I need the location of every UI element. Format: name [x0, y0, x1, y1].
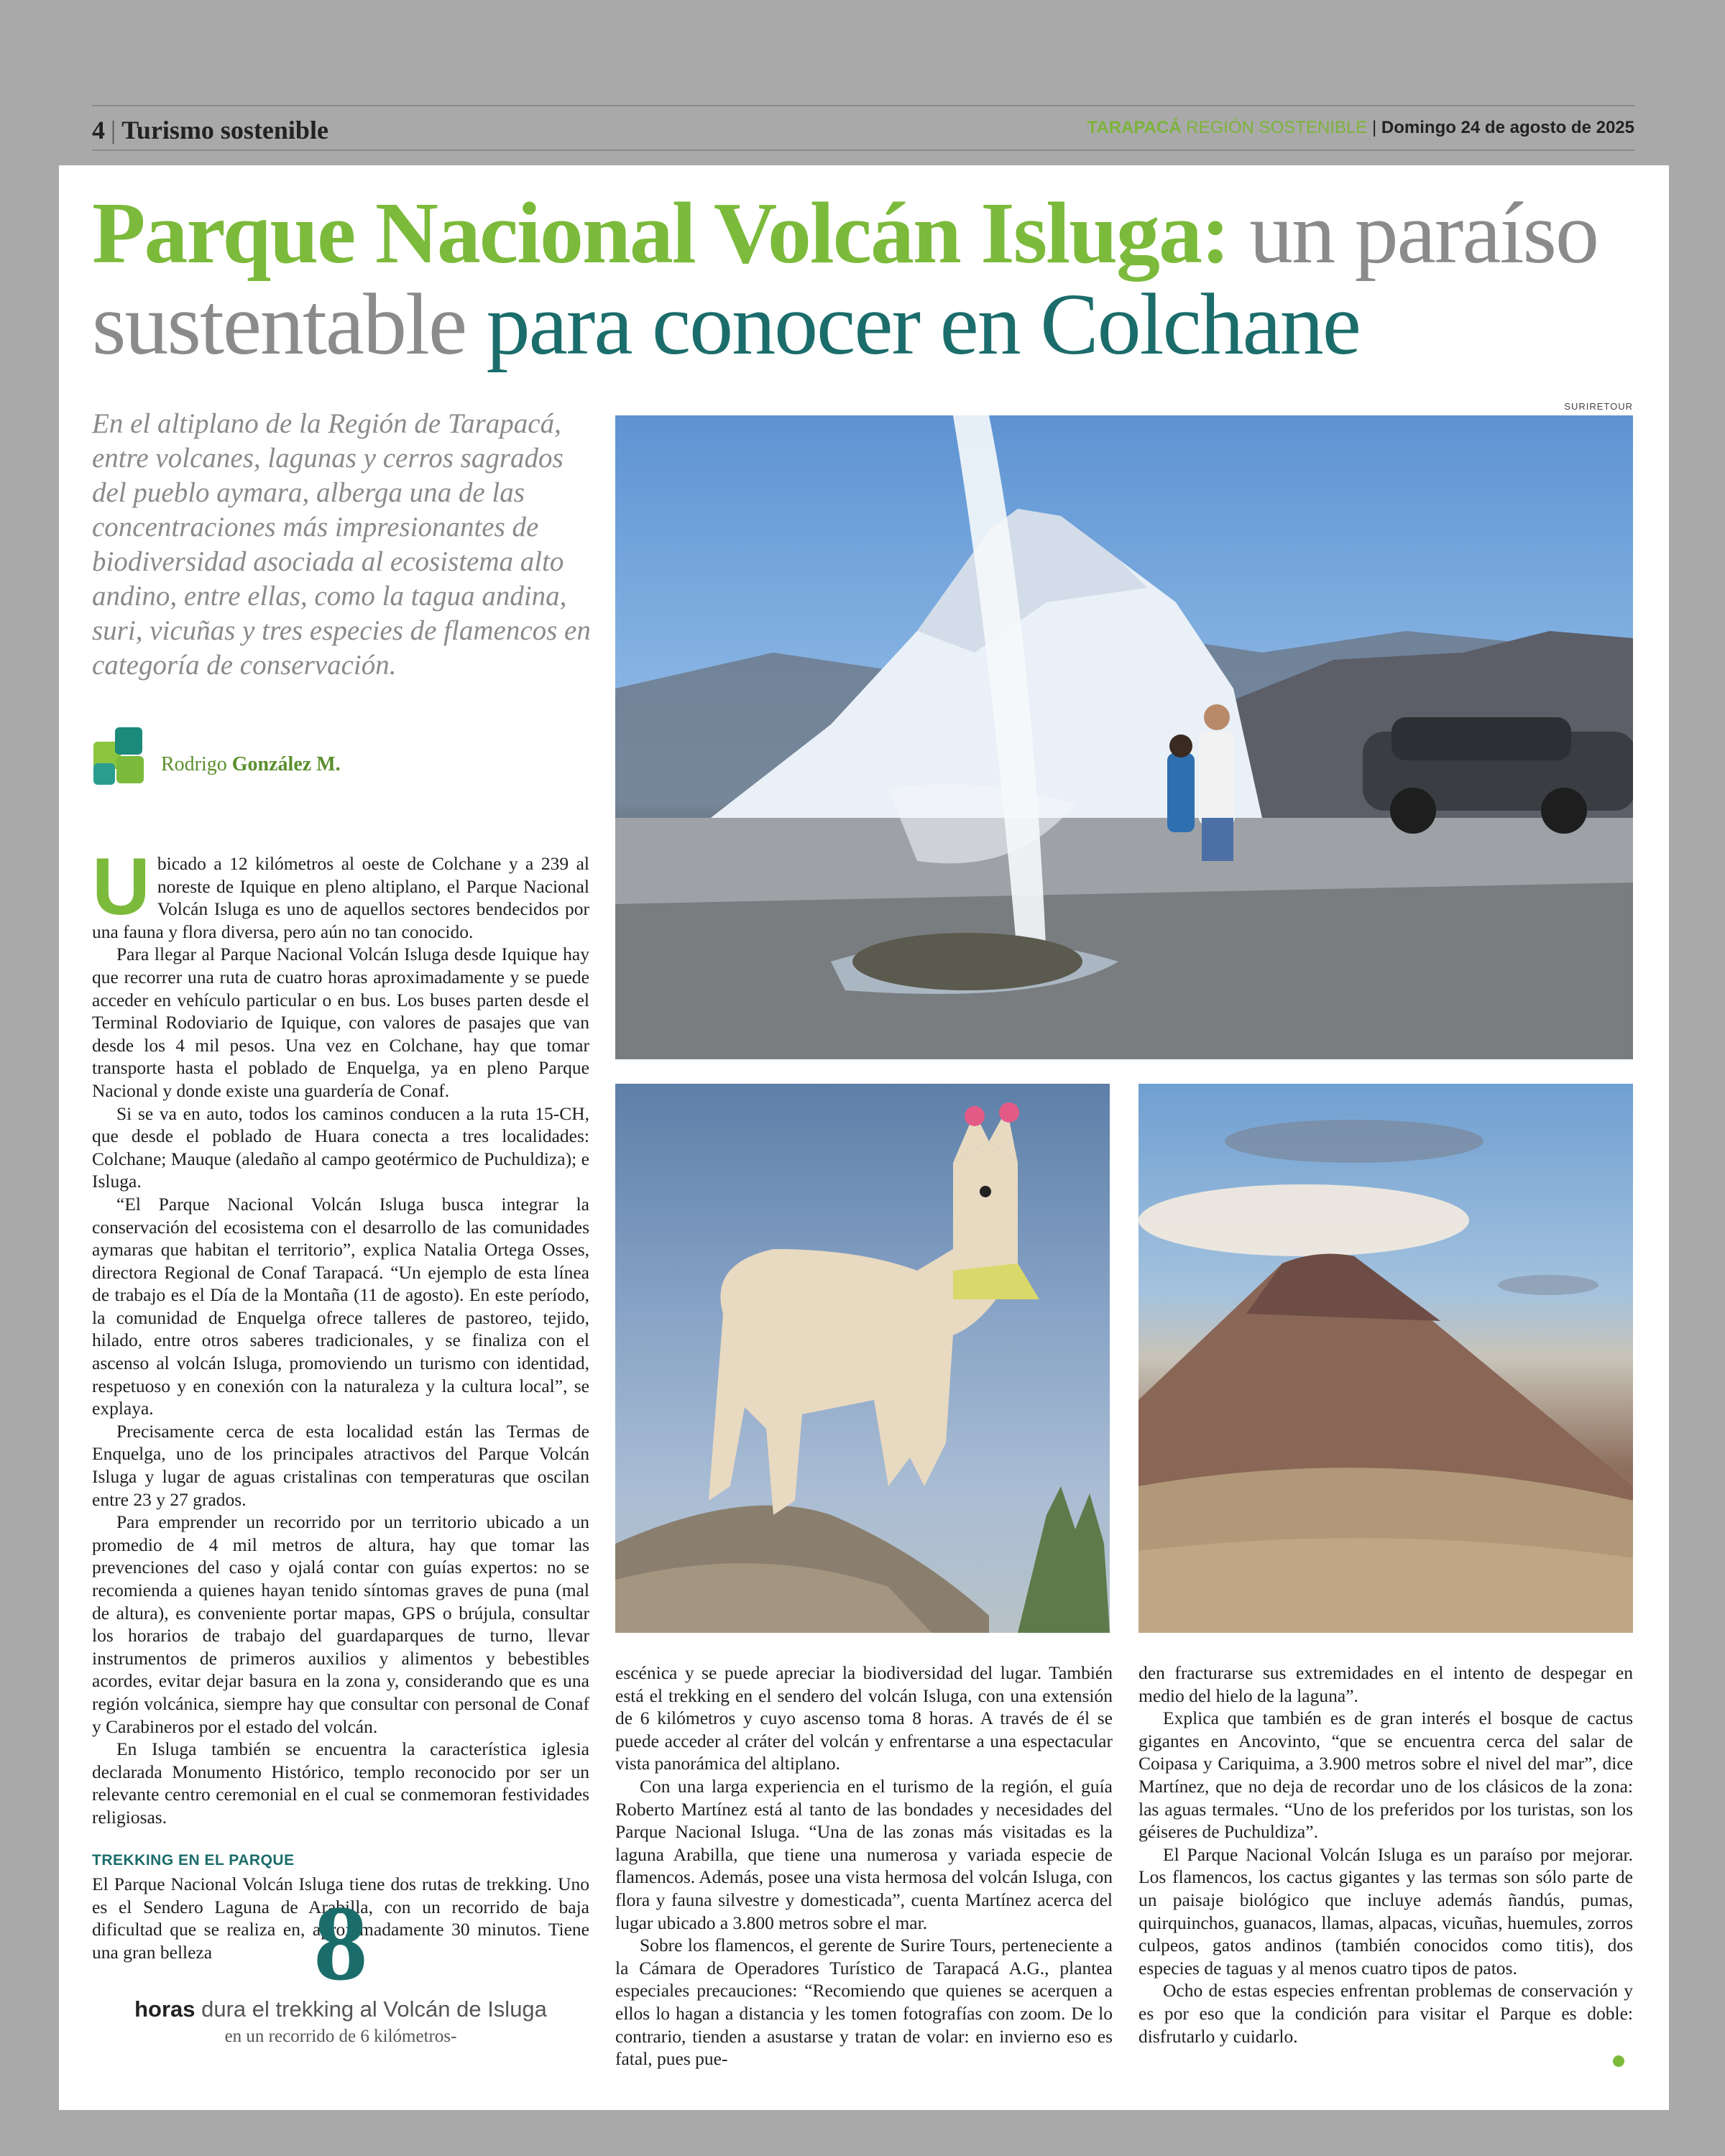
article-paragraph: Para emprender un recorrido por un territorio ubicado a un promedio de 4 mil metros de altura, hay que tomar las prevenciones del caso y ojalá contar con guías expertos: no se recomienda a quienes hayan tenido síntomas graves de puna (mal de altura), es conveniente portar mapas, GPS o brújula, consultar los horarios de trabajo del guardaparques de turno, llevar instrumentos de primeros auxilios y alimentos y bebestibles acordes, evitar dejar basura en la zona y, considerando que es una región volcánica, siempre hay que consultar con personal de Conaf y Carabineros por el estado del volcán.: [92, 1511, 589, 1737]
brand-secondary: REGIÓN SOSTENIBLE: [1186, 118, 1368, 137]
section-label: 4 | Turismo sostenible: [92, 116, 328, 144]
section-name: Turismo sostenible: [121, 116, 328, 144]
page-header: [92, 111, 1634, 151]
subhead-trekking: TREKKING EN EL PARQUE: [92, 1851, 295, 1869]
photo-credit: SURIRETOUR: [1564, 401, 1633, 412]
stat-bold: horas: [134, 1996, 196, 2022]
header-rule-bottom: [92, 149, 1634, 151]
headline-part-3: para conocer en Colchane: [486, 275, 1360, 373]
page-number: 4: [92, 116, 105, 144]
article-column-1: [92, 842, 589, 1964]
article-paragraph: Si se va en auto, todos los caminos conducen a la ruta 15-CH, que desde el poblado de Huara conecta a tres localidades: Colchane; Mauque (aledaño al campo geotérmico de Puchuldiza); e Isluga.: [92, 1102, 589, 1192]
volcano-illustration: [1138, 1084, 1633, 1633]
masthead-info: TARAPACÁ REGIÓN SOSTENIBLE | Domingo 24 de agosto de 2025: [1087, 118, 1634, 137]
article-paragraph: [92, 842, 589, 943]
article-column-2: [615, 1662, 1113, 2070]
lead-paragraph: En el altiplano de la Región de Tarapacá, entre volcanes, lagunas y cerros sagrados del pueblo aymara, alberga una de las concentraciones más impresionantes de biodiversidad asociada al ecosistema alto andino, entre ellas, como la tagua andina, suri, vicuñas y tres especies de flamencos en categoría de conservación.: [92, 408, 591, 681]
end-mark-icon: [1613, 2055, 1624, 2067]
geyser-illustration: [615, 415, 1633, 1059]
brand-primary: TARAPACÁ: [1087, 118, 1182, 137]
author-byline: [93, 727, 381, 792]
stat-description: dura el trekking al Volcán de Isluga: [195, 1996, 547, 2022]
article-paragraph: Sobre los flamencos, el gerente de Surire Tours, perteneciente a la Cámara de Operadores Turístico de Tarapacá A.G., plantea especiales precauciones: “Recomiendo que quienes se acerquen a ellos lo hagan a distancia y les tomen fotografías con zoom. De lo contrario, tienden a asustarse y tratan de volar: en invierno eso es fatal, pues pue-: [615, 1935, 1113, 2070]
article-column-3: [1138, 1662, 1633, 2047]
headline: [92, 185, 1637, 373]
author-last-name: González M.: [231, 753, 341, 775]
article-paragraph: Precisamente cerca de esta localidad están las Termas de Enquelga, uno de los principales atractivos del Parque Volcán Isluga y lugar de aguas cristalinas con temperaturas que oscilan entre 23 y 27 grados.: [92, 1420, 589, 1510]
author-logo-icon: [93, 727, 151, 791]
article-paragraph: escénica y se puede apreciar la biodiversidad del lugar. También está el trekking en el sendero del volcán Isluga, con una extensión de 6 kilómetros y cuyo ascenso toma 8 horas. A través de él se puede acceder al cráter del volcán y enfrentarse a una espectacular vista panorámica del altiplano.: [615, 1662, 1113, 1774]
article-paragraph: Con una larga experiencia en el turismo de la región, el guía Roberto Martínez está al tanto de las bondades y necesidades del Parque Nacional Isluga. “Una de las zonas más visitadas es la laguna Arabilla, que tiene una numerosa y variada especie de flamencos. Además, posee una vista hermosa del volcán Isluga, con flora y fauna silvestre y domesticada”, cuenta Martínez acerca del lugar ubicado a 3.800 metros sobre el mar.: [615, 1775, 1113, 1933]
llama-illustration: [615, 1084, 1110, 1633]
article-paragraph: Ocho de estas especies enfrentan problemas de conservación y es por eso que la condición para visitar el Parque es doble: disfrutarlo y cuidarlo.: [1138, 1980, 1633, 2047]
volcano-photo: [1138, 1084, 1633, 1633]
paragraph-text: bicado a 12 kilómetros al oeste de Colchane y a 239 al noreste de Iquique en pleno altiplano, el Parque Nacional Volcán Isluga es uno de aquellos sectores bendecidos por una fauna y flora diversa, pero aún no tan conocido.: [92, 853, 589, 942]
article-paragraph: Para llegar al Parque Nacional Volcán Isluga desde Iquique hay que recorrer una ruta de cuatro horas aproximadamente y se puede acceder en vehículo particular o en bus. Los buses parten desde el Terminal Rodoviario de Iquique, con valores de pasajes que van desde los 4 mil pesos. Una vez en Colchane, hay que tomar transporte hasta el poblado de Enquelga, ya en pleno Parque Nacional y donde existe una guardería de Conaf.: [92, 944, 589, 1101]
stat-callout: [92, 1884, 589, 2047]
headline-part-2: un paraíso sustentable: [92, 185, 1598, 373]
article-paragraph: El Parque Nacional Volcán Isluga tiene dos rutas de trekking. Uno es el Sendero Laguna de Arabilla, con un recorrido de baja dificultad que se realiza en, aproximadamente 30 minutos. Tiene una gran belleza: [92, 1874, 589, 1963]
article-paragraph: den fracturarse sus extremidades en el intento de despegar en medio del hielo de la laguna”.: [1138, 1662, 1633, 1706]
article-paragraph: El Parque Nacional Volcán Isluga es un paraíso por mejorar. Los flamencos, los cactus gigantes y las termas son sólo parte de un paisaje biológico que incluye además ñandús, pumas, quirquinchos, guanacos, llamas, alpacas, vicuñas, huemules, zorros culpeos, gatos andinos (también conocidos como titis), dos especies de taguas y al menos cuatro tipos de patos.: [1138, 1843, 1633, 1978]
issue-date: Domingo 24 de agosto de 2025: [1381, 118, 1634, 137]
header-rule-top: [92, 105, 1634, 106]
article-paragraph: En Isluga también se encuentra la característica iglesia declarada Monumento Histórico, templo reconocido por ser un relevante centro ceremonial en el cual se conmemoran festividades religiosas.: [92, 1738, 589, 1828]
stat-text: [92, 1996, 589, 2022]
author-name: [161, 753, 341, 776]
stat-number: 8: [313, 1884, 368, 2003]
drop-cap: U: [92, 842, 150, 931]
author-first-name: Rodrigo: [161, 753, 227, 775]
article-paragraph: Explica que también es de gran interés el bosque de cactus gigantes en Ancovinto, “que se encuentra cerca del salar de Coipasa y Cariquima, a 3.900 metros sobre el nivel del mar”, dice Martínez, que no deja de recordar uno de los clásicos de la zona: las aguas termales. “Uno de los preferidos por los turistas, son los géiseres de Puchuldiza”.: [1138, 1708, 1633, 1843]
headline-part-1: Parque Nacional Volcán Isluga:: [92, 185, 1229, 282]
stat-subtext: en un recorrido de 6 kilómetros-: [224, 2027, 457, 2046]
article-paragraph: “El Parque Nacional Volcán Isluga busca integrar la conservación del ecosistema con el desarrollo de las comunidades aymaras que habitan el territorio”, explica Natalia Ortega Osses, directora Regional de Conaf Tarapacá. “Un ejemplo de esta línea de trabajo es el Día de la Montaña (11 de agosto). En este período, la comunidad de Enquelga ofrece talleres de pastoreo, tejido, hilado, entre otros saberes tradicionales, y se finaliza con el ascenso al volcán Isluga, promoviendo un turismo con identidad, respetuoso y en conexión con la naturaleza y la cultura local”, se explaya.: [92, 1193, 589, 1419]
llama-photo: [615, 1084, 1110, 1633]
geyser-photo: [615, 415, 1633, 1059]
